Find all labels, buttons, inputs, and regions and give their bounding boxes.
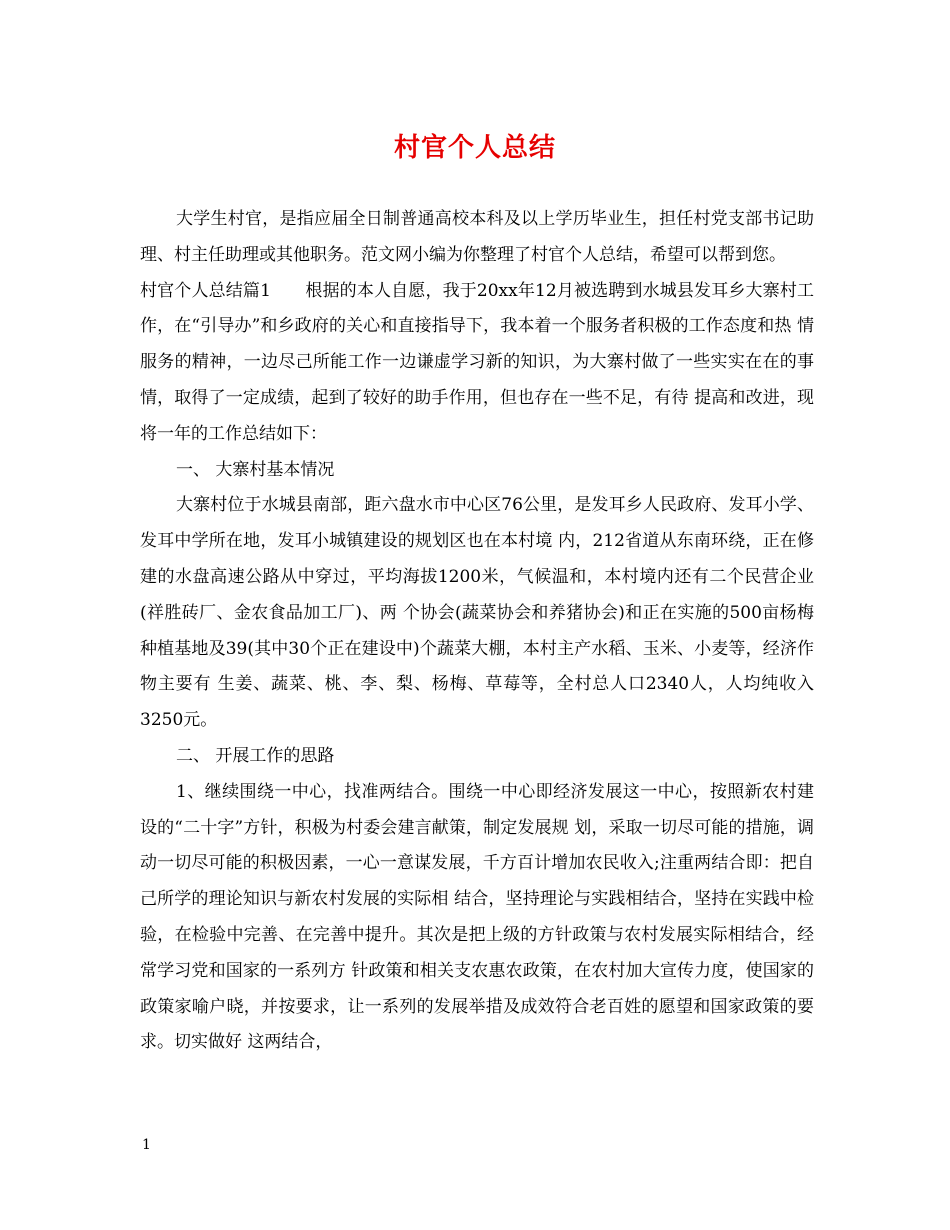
- village-info-paragraph: 大寨村位于水城县南部，距六盘水市中心区76公里，是发耳乡人民政府、发耳小学、发耳中学所在地，发耳小城镇建设的规划区也在本村境 内，212省道从东南环绕，正在修建的水盘高速公路从中穿过，平均海拔1200米，气候温和，本村境内还有二个民营企业(祥胜砖厂、金农食品加工厂)、两 个协会(蔬菜协会和养猪协会)和正在实施的500亩杨梅种植基地及39(其中30个正在建设中)个蔬菜大棚，本村主产水稻、玉米、小麦等，经济作物主要有 生姜、蔬菜、桃、李、梨、杨梅、草莓等，全村总人口2340人，人均纯收入3250元。: [140, 495, 814, 731]
- summary-paragraph-1: 村官个人总结篇1 根据的本人自愿，我于20xx年12月被选聘到水城县发耳乡大寨村工作，在“引导办”和乡政府的关心和直接指导下，我本着一个服务者积极的工作态度和热 情服务的精神，一边尽己所能工作一边谦虚学习新的知识，为大寨村做了一些实实在在的事情，取得了一定成绩，起到了较好的助手作用，但也存在一些不足，有待 提高和改进，现将一年的工作总结如下：: [140, 280, 814, 444]
- intro-paragraph: 大学生村官，是指应届全日制普通高校本科及以上学历毕业生，担任村党支部书记助理、村主任助理或其他职务。范文网小编为你整理了村官个人总结，希望可以帮到您。: [140, 209, 814, 265]
- page-number: 1: [142, 1137, 151, 1153]
- section-heading-2: 二、 开展工作的思路: [176, 745, 335, 766]
- work-idea-paragraph: 1、继续围绕一中心，找准两结合。围绕一中心即经济发展这一中心，按照新农村建设的“二十字”方针，积极为村委会建言献策，制定发展规 划，采取一切尽可能的措施，调动一切尽可能的积极因素，一心一意谋发展，千方百计增加农民收入;注重两结合即：把自己所学的理论知识与新农村发展的实际相 结合，坚持理论与实践相结合，坚持在实践中检验，在检验中完善、在完善中提升。其次是把上级的方针政策与农村发展实际相结合，经常学习党和国家的一系列方 针政策和相关支农惠农政策，在农村加大宣传力度，使国家的政策家喻户晓，并按要求，让一系列的发展举措及成效符合老百姓的愿望和国家政策的要求。切实做好 这两结合，: [140, 781, 814, 1053]
- document-body: [140, 202, 814, 1061]
- document-title: 村官个人总结: [393, 133, 556, 163]
- section-heading-1: 一、 大寨村基本情况: [176, 459, 335, 480]
